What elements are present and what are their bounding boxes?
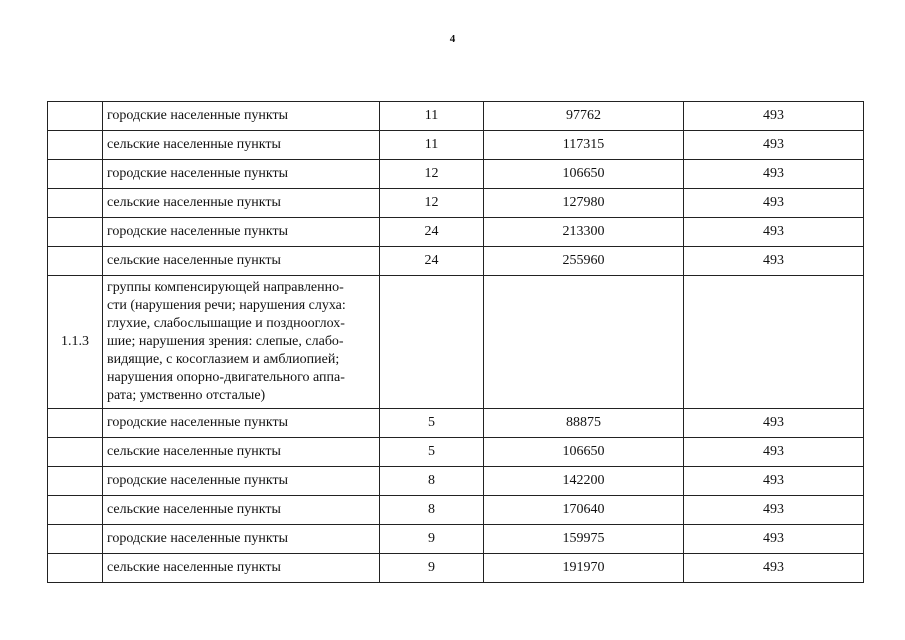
description-line: видящие, с косоглазием и амблиопией; — [107, 352, 340, 367]
page-number: 4 — [449, 33, 456, 45]
code-cell — [48, 409, 103, 438]
data-table — [47, 101, 864, 583]
table-row — [48, 409, 864, 438]
count-cell: 11 — [380, 102, 484, 131]
amount-cell: 88875 — [484, 409, 684, 438]
rate-cell: 493 — [684, 467, 864, 496]
settlement-type-cell: городские населенные пункты — [103, 467, 380, 496]
count-cell: 9 — [380, 554, 484, 583]
description-line: нарушения опорно-двигательного аппа- — [107, 370, 345, 385]
settlement-type-cell: городские населенные пункты — [103, 409, 380, 438]
settlement-type-cell: сельские населенные пункты — [103, 438, 380, 467]
section-row — [48, 276, 864, 409]
settlement-type-cell: городские населенные пункты — [103, 218, 380, 247]
settlement-type-cell: сельские населенные пункты — [103, 131, 380, 160]
settlement-type-cell: городские населенные пункты — [103, 102, 380, 131]
description-line: рата; умственно отсталые) — [107, 388, 266, 403]
code-cell — [48, 467, 103, 496]
count-cell: 12 — [380, 189, 484, 218]
count-cell: 24 — [380, 218, 484, 247]
amount-cell: 142200 — [484, 467, 684, 496]
settlement-type-cell: городские населенные пункты — [103, 160, 380, 189]
description-line: шие; нарушения зрения: слепые, слабо- — [107, 334, 344, 349]
rate-cell: 493 — [684, 525, 864, 554]
empty-cell — [380, 276, 484, 409]
code-cell — [48, 131, 103, 160]
table-row — [48, 496, 864, 525]
amount-cell: 106650 — [484, 438, 684, 467]
rate-cell: 493 — [684, 131, 864, 160]
code-cell — [48, 102, 103, 131]
code-cell — [48, 554, 103, 583]
section-code-cell: 1.1.3 — [48, 276, 103, 409]
amount-cell: 127980 — [484, 189, 684, 218]
settlement-type-cell: сельские населенные пункты — [103, 554, 380, 583]
rate-cell: 493 — [684, 438, 864, 467]
settlement-type-cell: сельские населенные пункты — [103, 247, 380, 276]
settlement-type-cell: городские населенные пункты — [103, 525, 380, 554]
rate-cell: 493 — [684, 409, 864, 438]
amount-cell: 97762 — [484, 102, 684, 131]
amount-cell: 191970 — [484, 554, 684, 583]
description-line: глухие, слабослышащие и позднооглох- — [107, 316, 345, 331]
code-cell — [48, 189, 103, 218]
count-cell: 24 — [380, 247, 484, 276]
code-cell — [48, 218, 103, 247]
amount-cell: 106650 — [484, 160, 684, 189]
code-cell — [48, 247, 103, 276]
amount-cell: 213300 — [484, 218, 684, 247]
table-row — [48, 554, 864, 583]
code-cell — [48, 496, 103, 525]
code-cell — [48, 438, 103, 467]
count-cell: 8 — [380, 496, 484, 525]
rate-cell: 493 — [684, 189, 864, 218]
count-cell: 5 — [380, 438, 484, 467]
table-row — [48, 247, 864, 276]
table-body — [48, 102, 864, 583]
description-line: группы компенсирующей направленно- — [107, 280, 344, 295]
amount-cell: 170640 — [484, 496, 684, 525]
table-row — [48, 525, 864, 554]
empty-cell — [684, 276, 864, 409]
rate-cell: 493 — [684, 218, 864, 247]
section-description-cell — [103, 276, 380, 409]
rate-cell: 493 — [684, 496, 864, 525]
table-row — [48, 160, 864, 189]
description-line: сти (нарушения речи; нарушения слуха: — [107, 298, 346, 313]
table-row — [48, 218, 864, 247]
table-row — [48, 102, 864, 131]
amount-cell: 117315 — [484, 131, 684, 160]
amount-cell: 255960 — [484, 247, 684, 276]
empty-cell — [484, 276, 684, 409]
count-cell: 8 — [380, 467, 484, 496]
rate-cell: 493 — [684, 160, 864, 189]
code-cell — [48, 525, 103, 554]
count-cell: 11 — [380, 131, 484, 160]
count-cell: 12 — [380, 160, 484, 189]
count-cell: 5 — [380, 409, 484, 438]
settlement-type-cell: сельские населенные пункты — [103, 496, 380, 525]
amount-cell: 159975 — [484, 525, 684, 554]
rate-cell: 493 — [684, 102, 864, 131]
rate-cell: 493 — [684, 247, 864, 276]
table-row — [48, 438, 864, 467]
code-cell — [48, 160, 103, 189]
table-row — [48, 467, 864, 496]
rate-cell: 493 — [684, 554, 864, 583]
settlement-type-cell: сельские населенные пункты — [103, 189, 380, 218]
table-row — [48, 189, 864, 218]
count-cell: 9 — [380, 525, 484, 554]
table-row — [48, 131, 864, 160]
